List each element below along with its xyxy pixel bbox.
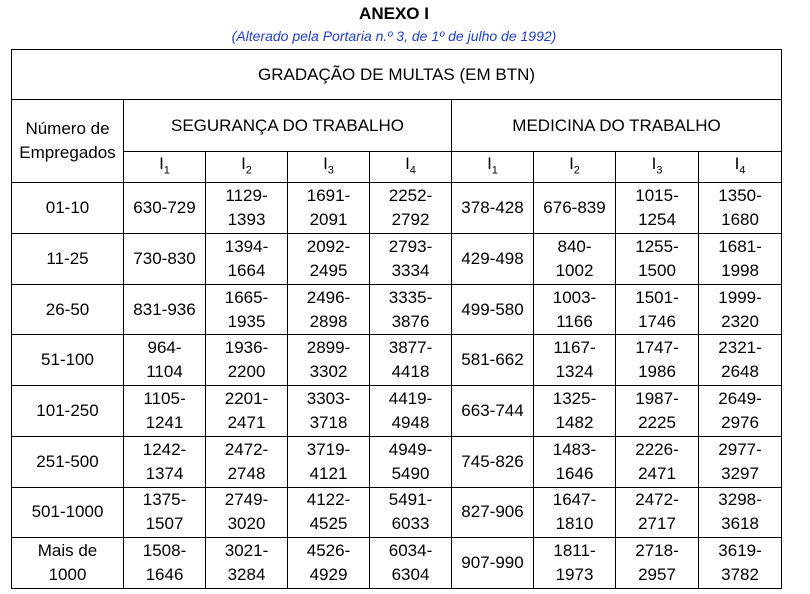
- level-header-seguranca-2: $I_2$: [206, 152, 288, 183]
- seguranca-value-cell: 2201- 2471: [206, 386, 288, 437]
- seguranca-value-cell: 2092- 2495: [288, 234, 370, 285]
- table-row: [12, 538, 782, 589]
- seguranca-value-cell: 2252- 2792: [370, 183, 452, 234]
- employees-range-cell: Mais de 1000: [12, 538, 124, 589]
- medicina-value-cell: 3298- 3618: [699, 487, 782, 538]
- employees-range-cell: 501-1000: [12, 487, 124, 538]
- seguranca-value-cell: 730-830: [124, 234, 206, 285]
- medicina-value-cell: 2718- 2957: [616, 538, 699, 589]
- level-header-medicina-4: $I_4$: [699, 152, 782, 183]
- medicina-value-cell: 378-428: [452, 183, 534, 234]
- medicina-value-cell: 1501- 1746: [616, 284, 699, 335]
- seguranca-value-cell: 2496- 2898: [288, 284, 370, 335]
- seguranca-value-cell: 2472- 2748: [206, 436, 288, 487]
- medicina-value-cell: 1003- 1166: [534, 284, 616, 335]
- seguranca-value-cell: 1665- 1935: [206, 284, 288, 335]
- group-header-seguranca: SEGURANÇA DO TRABALHO: [124, 100, 452, 152]
- medicina-value-cell: 745-826: [452, 436, 534, 487]
- seguranca-value-cell: 4949- 5490: [370, 436, 452, 487]
- level-header-seguranca-3: $I_3$: [288, 152, 370, 183]
- seguranca-value-cell: 6034- 6304: [370, 538, 452, 589]
- employees-range-cell: 26-50: [12, 284, 124, 335]
- medicina-value-cell: 2472- 2717: [616, 487, 699, 538]
- table-caption: GRADAÇÃO DE MULTAS (EM BTN): [12, 50, 782, 100]
- medicina-value-cell: 1015- 1254: [616, 183, 699, 234]
- seguranca-value-cell: 3719- 4121: [288, 436, 370, 487]
- seguranca-value-cell: 964- 1104: [124, 335, 206, 386]
- medicina-value-cell: 2321- 2648: [699, 335, 782, 386]
- medicina-value-cell: 1811- 1973: [534, 538, 616, 589]
- medicina-value-cell: 2977- 3297: [699, 436, 782, 487]
- seguranca-value-cell: 2749- 3020: [206, 487, 288, 538]
- seguranca-value-cell: 3335- 3876: [370, 284, 452, 335]
- seguranca-value-cell: 4526- 4929: [288, 538, 370, 589]
- level-header-seguranca-4: $I_4$: [370, 152, 452, 183]
- seguranca-value-cell: 1691- 2091: [288, 183, 370, 234]
- seguranca-value-cell: 1242- 1374: [124, 436, 206, 487]
- seguranca-value-cell: 3877- 4418: [370, 335, 452, 386]
- seguranca-value-cell: 1394- 1664: [206, 234, 288, 285]
- table-row: [12, 234, 782, 285]
- group-header-medicina: MEDICINA DO TRABALHO: [452, 100, 782, 152]
- medicina-value-cell: 1681- 1998: [699, 234, 782, 285]
- medicina-value-cell: 1255- 1500: [616, 234, 699, 285]
- fines-table: [11, 49, 782, 589]
- level-header-medicina-1: $I_1$: [452, 152, 534, 183]
- medicina-value-cell: 1350- 1680: [699, 183, 782, 234]
- medicina-value-cell: 1167- 1324: [534, 335, 616, 386]
- seguranca-value-cell: 1375- 1507: [124, 487, 206, 538]
- seguranca-value-cell: 4419- 4948: [370, 386, 452, 437]
- employees-range-cell: 11-25: [12, 234, 124, 285]
- medicina-value-cell: 1325- 1482: [534, 386, 616, 437]
- medicina-value-cell: 827-906: [452, 487, 534, 538]
- medicina-value-cell: 2649- 2976: [699, 386, 782, 437]
- seguranca-value-cell: 1508- 1646: [124, 538, 206, 589]
- medicina-value-cell: 1483- 1646: [534, 436, 616, 487]
- employees-range-cell: 01-10: [12, 183, 124, 234]
- seguranca-value-cell: 5491- 6033: [370, 487, 452, 538]
- table-row: [12, 284, 782, 335]
- medicina-value-cell: 1747- 1986: [616, 335, 699, 386]
- table-row: [12, 335, 782, 386]
- level-header-seguranca-1: $I_1$: [124, 152, 206, 183]
- medicina-value-cell: 499-580: [452, 284, 534, 335]
- seguranca-value-cell: 1129- 1393: [206, 183, 288, 234]
- table-row: [12, 386, 782, 437]
- medicina-value-cell: 907-990: [452, 538, 534, 589]
- employees-range-cell: 51-100: [12, 335, 124, 386]
- medicina-value-cell: 1999- 2320: [699, 284, 782, 335]
- seguranca-value-cell: 2793- 3334: [370, 234, 452, 285]
- seguranca-value-cell: 1105- 1241: [124, 386, 206, 437]
- medicina-value-cell: 840- 1002: [534, 234, 616, 285]
- medicina-value-cell: 1987- 2225: [616, 386, 699, 437]
- seguranca-value-cell: 831-936: [124, 284, 206, 335]
- medicina-value-cell: 3619- 3782: [699, 538, 782, 589]
- medicina-value-cell: 663-744: [452, 386, 534, 437]
- document-subtitle: (Alterado pela Portaria n.º 3, de 1º de julho de 1992): [231, 28, 557, 44]
- level-header-medicina-2: $I_2$: [534, 152, 616, 183]
- document-title: ANEXO I: [359, 4, 429, 23]
- employees-range-cell: 101-250: [12, 386, 124, 437]
- table-row: [12, 436, 782, 487]
- level-header-medicina-3: $I_3$: [616, 152, 699, 183]
- seguranca-value-cell: 3021- 3284: [206, 538, 288, 589]
- medicina-value-cell: 676-839: [534, 183, 616, 234]
- medicina-value-cell: 581-662: [452, 335, 534, 386]
- medicina-value-cell: 2226- 2471: [616, 436, 699, 487]
- medicina-value-cell: 1647- 1810: [534, 487, 616, 538]
- employees-column-header: Número de Empregados: [12, 100, 124, 183]
- table-row: [12, 183, 782, 234]
- seguranca-value-cell: 4122- 4525: [288, 487, 370, 538]
- medicina-value-cell: 429-498: [452, 234, 534, 285]
- seguranca-value-cell: 3303- 3718: [288, 386, 370, 437]
- seguranca-value-cell: 2899- 3302: [288, 335, 370, 386]
- seguranca-value-cell: 630-729: [124, 183, 206, 234]
- seguranca-value-cell: 1936- 2200: [206, 335, 288, 386]
- table-row: [12, 487, 782, 538]
- employees-range-cell: 251-500: [12, 436, 124, 487]
